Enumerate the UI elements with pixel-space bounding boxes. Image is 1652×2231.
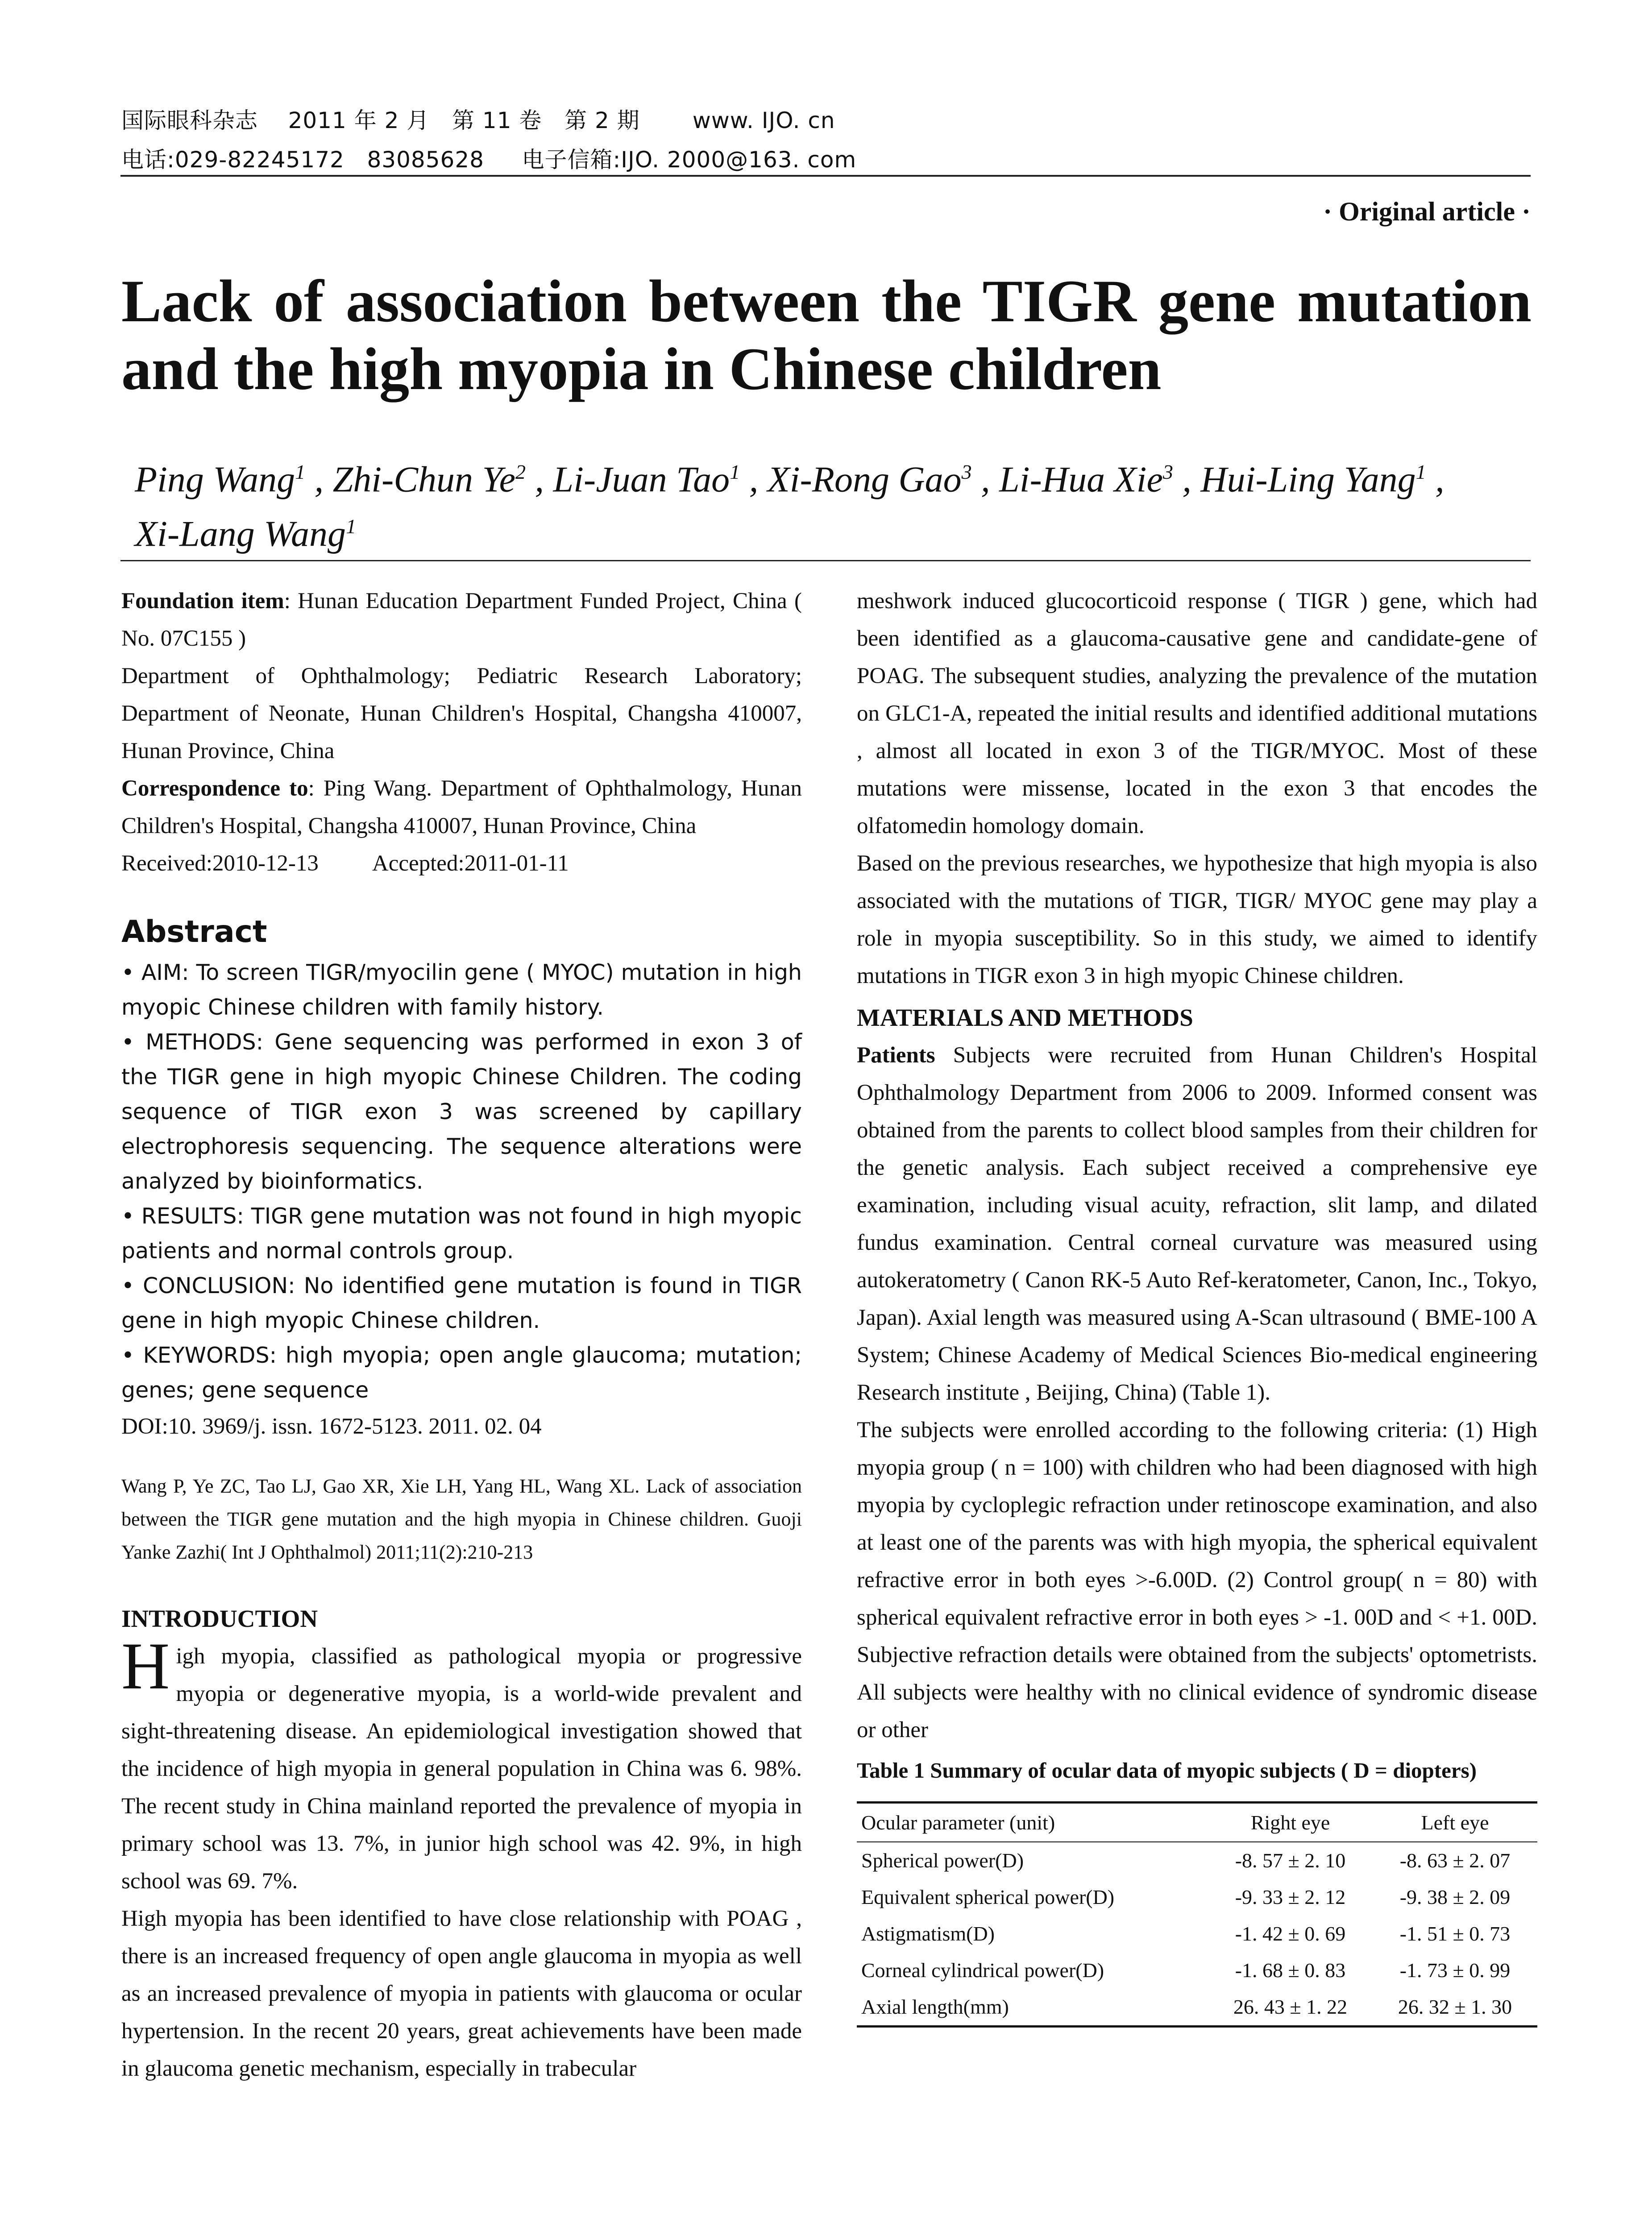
header-rule — [120, 175, 1531, 177]
column-header: Right eye — [1208, 1803, 1373, 1842]
table-cell: Astigmatism(D) — [861, 1922, 995, 1945]
column-header: Left eye — [1373, 1803, 1537, 1842]
authors-line-2: Xi-Lang Wang$^1$ — [135, 513, 357, 554]
table-cell: -9. 33 ± 2. 12 — [1235, 1886, 1346, 1908]
table-cell: Axial length(mm) — [857, 1989, 1208, 2027]
table-cell: -1. 51 ± 0. 73 — [1399, 1922, 1511, 1945]
abstract-methods: • METHODS: Gene sequencing was performed in exon 3 of the TIGR gene in high myopic Chinese Children. The coding sequence of TIGR exon 3 was screened by capillary electrophoresis sequencing. The sequence alterations were analyzed by bioinformatics. — [121, 1029, 802, 1194]
dates: Received:2010-12-13 Accepted:2011-01-11 — [121, 851, 569, 876]
table-row — [857, 1842, 1537, 1879]
table-cell: -8. 57 ± 2. 10 — [1235, 1849, 1346, 1872]
journal-header-line-2: 电话:029-82245172 83085628 电子信箱:IJO. 2000@163. com — [121, 147, 857, 173]
introduction-paragraph-2: High myopia has been identified to have close relationship with POAG , there is an increased frequency of open angle glaucoma in myopia as well as an increased prevalence of myopia in patients with glaucoma or ocular hypertension. In the recent 20 years, great achievements have been made in glaucoma genetic mechanism, especially in trabecular — [121, 1906, 802, 2081]
article-title — [121, 268, 1532, 403]
table-row — [857, 1952, 1537, 1989]
hypothesis-paragraph: Based on the previous researches, we hypothesize that high myopia is also associated with the mutations of TIGR, TIGR/ MYOC gene may play a role in myopia susceptibility. So in this study, we aimed to identify mutations in TIGR exon 3 in high myopic Chinese children. — [857, 851, 1537, 988]
introduction-paragraph-1: High myopia, classified as pathological myopia or progressive myopia or degenerative myopia, is a world-wide prevalent and sight-threatening disease. An epidemiological investigation showed that the incidence of high myopia in general population in China was 6. 98%. The recent study in China mainland reported the prevalence of myopia in primary school was 13. 7%, in junior high school was 42. 9%, in high school was 69. 7%. — [121, 1629, 802, 1894]
table-cell: 26. 43 ± 1. 22 — [1208, 1989, 1373, 2027]
table-row — [857, 1879, 1537, 1916]
affiliations: Department of Ophthalmology; Pediatric Research Laboratory; Department of Neonate, Hunan Children's Hospital, Changsha 410007, Hunan Province, China — [121, 663, 802, 763]
table-1-caption: Table 1 Summary of ocular data of myopic subjects ( D = diopters) — [857, 1758, 1477, 1783]
left-column — [121, 582, 802, 2087]
table-cell: -9. 38 ± 2. 09 — [1399, 1886, 1511, 1908]
table-cell: 26. 32 ± 1. 30 — [1373, 1989, 1537, 2027]
abstract-results: • RESULTS: TIGR gene mutation was not found in high myopic patients and normal controls group. — [121, 1203, 802, 1264]
citation-block: Wang P, Ye ZC, Tao LJ, Gao XR, Xie LH, Yang HL, Wang XL. Lack of association between the TIGR gene mutation and the high myopia in Chinese children. Guoji Yanke Zazhi( Int J Ophthalmol) 2011;11(2):210-213 — [121, 1475, 802, 1563]
correspondence: Correspondence to: Ping Wang. Department of Ophthalmology, Hunan Children's Hospital, Changsha 410007, Hunan Province, China — [121, 776, 802, 838]
authors-line-1: Ping Wang$^1$ , Zhi-Chun Ye$^2$ , Li-Juan Tao$^1$ , Xi-Rong Gao$^3$ , Li-Hua Xie$^3$ , Hui-Ling Yang$^1$ , — [135, 459, 1444, 500]
author-list — [135, 448, 1532, 558]
criteria-paragraph: The subjects were enrolled according to the following criteria: (1) High myopia group ( n = 100) with children who had been diagnosed with high myopia by cycloplegic refraction under retinoscope examination, and also at least one of the parents was with high myopia, the spherical equivalent refractive error in both eyes >-6.00D. (2) Control group( n = 80) with spherical equivalent refractive error in both eyes > -1. 00D and < +1. 00D. Subjective refraction details were obtained from the subjects' optometrists. All subjects were healthy with no clinical evidence of syndromic disease or other — [857, 1418, 1537, 1742]
intro-continued-paragraph: meshwork induced glucocorticoid response ( TIGR ) gene, which had been identified as a glaucoma-causative gene and candidate-gene of POAG. The subsequent studies, analyzing the prevalence of the mutation on GLC1-A, repeated the initial results and identified additional mutations , almost all located in exon 3 of the TIGR/MYOC. Most of these mutations were missense, located in the exon 3 that encodes the olfatomedin homology domain. — [857, 589, 1537, 838]
abstract-heading: Abstract — [121, 914, 267, 950]
title-line-2: and the high myopia in Chinese children — [121, 336, 1162, 402]
title-line-1: Lack of association between the TIGR gene mutation — [121, 268, 1532, 335]
patients-paragraph: Patients Subjects were recruited from Hunan Children's Hospital Ophthalmology Department from 2006 to 2009. Informed consent was obtained from the parents to collect blood samples from their children for the genetic analysis. Each subject received a comprehensive eye examination, including visual acuity, refraction, slit lamp, and dilated fundus examination. Central corneal curvature was measured using autokeratometry ( Canon RK-5 Auto Ref-keratometer, Canon, Inc., Tokyo, Japan). Axial length was measured using A-Scan ultrasound ( BME-100 A System; Chinese Academy of Medical Sciences Bio-medical engineering Research institute , Beijing, China) (Table 1). — [857, 1043, 1537, 1405]
foundation-item: Foundation item: Hunan Education Department Funded Project, China ( No. 07C155 ) — [121, 589, 802, 651]
table-cell: -8. 63 ± 2. 07 — [1399, 1849, 1511, 1872]
drop-cap: H — [121, 1629, 170, 1703]
table-cell: Corneal cylindrical power(D) — [861, 1959, 1104, 1982]
journal-header-line-1: 国际眼科杂志 2011 年 2 月 第 11 卷 第 2 期 www. IJO. cn — [121, 108, 835, 133]
table-cell: -1. 68 ± 0. 83 — [1235, 1959, 1346, 1982]
ocular-data-table — [857, 1801, 1537, 2028]
doi: DOI:10. 3969/j. issn. 1672-5123. 2011. 02. 04 — [121, 1414, 542, 1439]
table-cell: Equivalent spherical power(D) — [861, 1886, 1115, 1908]
table-row — [857, 1916, 1537, 1952]
abstract-conclusion: • CONCLUSION: No identified gene mutation is found in TIGR gene in high myopic Chinese children. — [121, 1273, 802, 1333]
column-header: Ocular parameter (unit) — [857, 1803, 1208, 1842]
table-cell: Spherical power(D) — [861, 1849, 1024, 1872]
methods-heading: MATERIALS AND METHODS — [857, 1004, 1193, 1031]
abstract-keywords: • KEYWORDS: high myopia; open angle glaucoma; mutation; genes; gene sequence — [121, 1343, 802, 1403]
abstract-aim: • AIM: To screen TIGR/myocilin gene ( MYOC) mutation in high myopic Chinese children with family history. — [121, 960, 802, 1020]
article-type: · Original article · — [1323, 197, 1531, 226]
author-rule — [120, 560, 1531, 561]
table-row — [857, 1989, 1537, 2027]
table-cell: -1. 42 ± 0. 69 — [1235, 1922, 1346, 1945]
introduction-heading: INTRODUCTION — [121, 1605, 318, 1632]
right-column — [857, 582, 1537, 2028]
table-header-row — [857, 1803, 1537, 1842]
table-cell: -1. 73 ± 0. 99 — [1399, 1959, 1511, 1982]
